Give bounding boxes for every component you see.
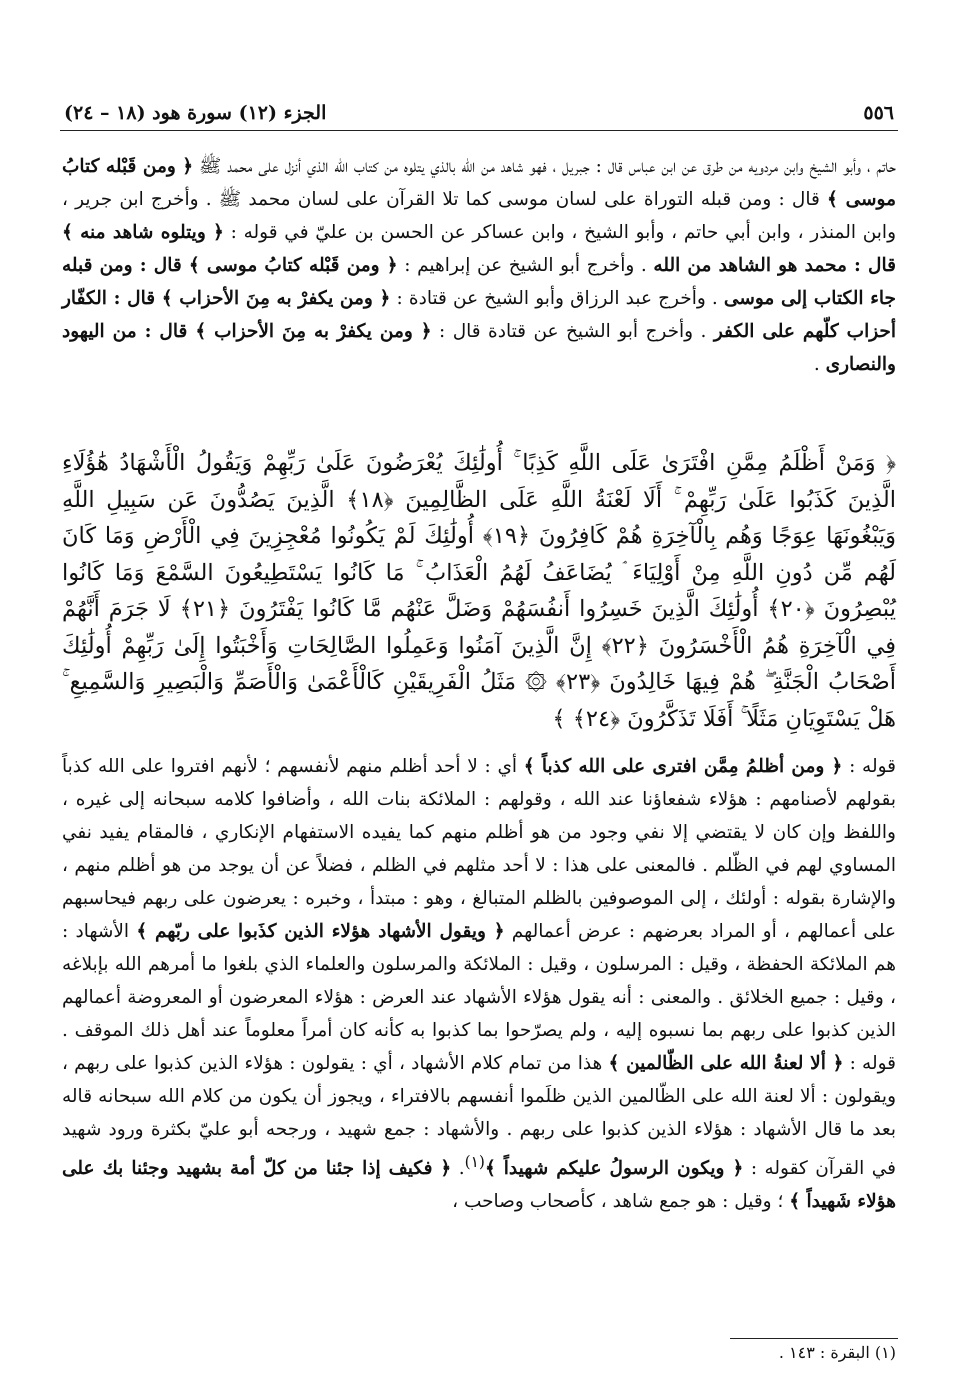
bold-quote: ﴿ ومن قَبْله كتابُ موسى ﴾ قال : ومن قبله جاء الكتاب إلى موسى [62,255,896,309]
text-run: . [451,1158,465,1180]
text-run: ؛ وقيل : هو جمع شاهد ، كأصحاب وصاحب ، [452,1191,790,1213]
text-run: قوله : [842,756,896,777]
text-run: . [813,354,826,375]
commentary-paragraph-tafsir [62,750,896,1218]
bold-quote: ﴿ ومن يكفرْ به مِنَ الأحزاب ﴾ قال : من اليهود والنصارى [62,321,896,375]
text-run: . وأخرج أبو الشيخ عن قتادة قال : [431,321,714,342]
footnote-reference: (١) [464,1153,485,1171]
bold-quote: ﴿ ومن أظلمُ مِمَّن افترى على الله كذباً ﴾ [523,756,843,777]
text-run: الأشهاد : هم الملائكة الحفظة ، وقيل : المرسلون ، وقيل : الملائكة والمرسلون والعلماء الذي بلغوا ما أمرهم الله بإبلاغه ، وقيل : جميع الخلائق . والمعنى : أنه يقول هؤلاء الأشهاد عند العرض : هؤلاء المعرضون أو المعروضة أعمالهم الذين كذبوا على ربهم بما نسبوه إليه ، ولم يصرّحوا بما كذبوا به كأنه كان أمراً معلوماً عند أهل ذلك الموقف . قوله : [62,921,896,1074]
text-run: حاتم ، وأبو الشيخ وابن مردويه من طرق عن ابن عباس قال : جبريل ، فهو شاهد من الله بالذي يتلوه من كتاب الله الذي أنزل على محمد ﷺ [193,156,897,177]
bold-quote: ﴿ فكيف إذا جئنا من كلّ أمة بشهيد وجئنا بك على هؤلاء شَهيداً ﴾ [62,1158,896,1213]
running-title: الجزء (١٢) سورة هود (١٨ – ٢٤) [64,102,327,124]
bold-quote: ﴿ ومن يكفرْ به مِنَ الأحزاب ﴾ قال : الكفّار أحزاب كلّهم على الكفر [62,288,896,342]
page-header [60,98,898,131]
footnote-divider [730,1338,898,1339]
text-run: هذا من تمام كلام الأشهاد ، أي : يقولون : هؤلاء الذين كذبوا على ربهم ، ويقولون : ألا لعنة الله على الظّالمين الذين ظلَموا أنفسهم بالافتراء ، ويجوز أن يكون من كلام الله سبحانه قاله بعد ما قال الأشهاد : هؤلاء الذين كذبوا على ربهم . والأشهاد : جمع شهيد ، ورجحه أبو عليّ بكثرة ورود شهيد في القرآن كقوله : [62,1053,897,1180]
bold-quote: ﴿ ومن قَبْله كتابُ موسى ﴾ [62,156,896,210]
text-run: أي : لا أحد أظلم منهم لأنفسهم ؛ لأنهم افتروا على الله كذباً بقولهم لأصنامهم : هؤلاء شفعاؤنا عند الله ، وقولهم : الملائكة بنات الله ، وأضافوا كلامه سبحانه إلى غيره ، واللفظ وإن كان لا يقتضي إلا نفي وجود من هو أظلم منهم كما يفيده الاستفهام الإنكاري ، فالمقام يفيد نفي المساوي لهم في الظّلم . فالمعنى على هذا : لا أحد مثلهم في الظلم ، فضلاً عن أن يوجد من هو أظلم منهم ، والإشارة بقوله : أولئك ، إلى الموصوفين بالظلم المتبالغ ، وهو : مبتدأ ، وخبره : يعرضون على ربهم فيحاسبهم على أعمالهم ، أو المراد بعرضهم : عرض أعمالهم [62,756,897,942]
bold-quote: ﴿ ويكون الرسولُ عليكم شهيداً ﴾ [484,1158,744,1180]
text-run: . وأخرج أبو الشيخ عن إبراهيم : [397,255,654,276]
bold-quote: ﴿ ألا لعنةُ الله على الظّالمين ﴾ [608,1053,844,1074]
commentary-paragraph-narrations [62,150,896,381]
text-run: . وأخرج عبد الرزاق وأبو الشيخ عن قتادة : [390,288,724,309]
footnote: (١) البقرة : ١٤٣ . [778,1343,896,1362]
quran-verses-block: ﴿ وَمَنْ أَظْلَمُ مِمَّنِ افْتَرَىٰ عَلَى اللَّهِ كَذِبًا ۚ أُولَٰئِكَ يُعْرَضُونَ عَلَىٰ رَبِّهِمْ وَيَقُولُ الْأَشْهَادُ هَٰؤُلَاءِ الَّذِينَ كَذَبُوا عَلَىٰ رَبِّهِمْ ۚ أَلَا لَعْنَةُ اللَّهِ عَلَى الظَّالِمِينَ ﴿١٨﴾ الَّذِينَ يَصُدُّونَ عَن سَبِيلِ اللَّهِ وَيَبْغُونَهَا عِوَجًا وَهُم بِالْآخِرَةِ هُمْ كَافِرُونَ ﴿١٩﴾ أُولَٰئِكَ لَمْ يَكُونُوا مُعْجِزِينَ فِي الْأَرْضِ وَمَا كَانَ لَهُم مِّن دُونِ اللَّهِ مِنْ أَوْلِيَاءَ ۘ يُضَاعَفُ لَهُمُ الْعَذَابُ ۚ مَا كَانُوا يَسْتَطِيعُونَ السَّمْعَ وَمَا كَانُوا يُبْصِرُونَ ﴿٢٠﴾ أُولَٰئِكَ الَّذِينَ خَسِرُوا أَنفُسَهُمْ وَضَلَّ عَنْهُم مَّا كَانُوا يَفْتَرُونَ ﴿٢١﴾ لَا جَرَمَ أَنَّهُمْ فِي الْآخِرَةِ هُمُ الْأَخْسَرُونَ ﴿٢٢﴾ إِنَّ الَّذِينَ آمَنُوا وَعَمِلُوا الصَّالِحَاتِ وَأَخْبَتُوا إِلَىٰ رَبِّهِمْ أُولَٰئِكَ أَصْحَابُ الْجَنَّةِ ۖ هُمْ فِيهَا خَالِدُونَ ﴿٢٣﴾ ۞ مَثَلُ الْفَرِيقَيْنِ كَالْأَعْمَىٰ وَالْأَصَمِّ وَالْبَصِيرِ وَالسَّمِيعِ ۚ هَلْ يَسْتَوِيَانِ مَثَلًا ۚ أَفَلَا تَذَكَّرُونَ ﴿٢٤﴾ ﴾ [62,450,897,732]
bold-quote: ﴿ ويتلوه شاهد منه ﴾ قال : محمد هو الشاهد من الله [62,222,896,276]
page-number: ٥٥٦ [863,102,894,124]
bold-quote: ﴿ ويقول الأشهاد هؤلاء الذين كذَبوا على ربّهم ﴾ [136,921,505,942]
text-run: قال : ومن قبله التوراة على لسان موسى كما تلا القرآن على لسان محمد ﷺ . وأخرج ابن جرير ، وابن المنذر ، وابن أبي حاتم ، وأبو الشيخ ، وابن عساكر عن الحسن بن عليّ في قوله : [62,189,897,243]
